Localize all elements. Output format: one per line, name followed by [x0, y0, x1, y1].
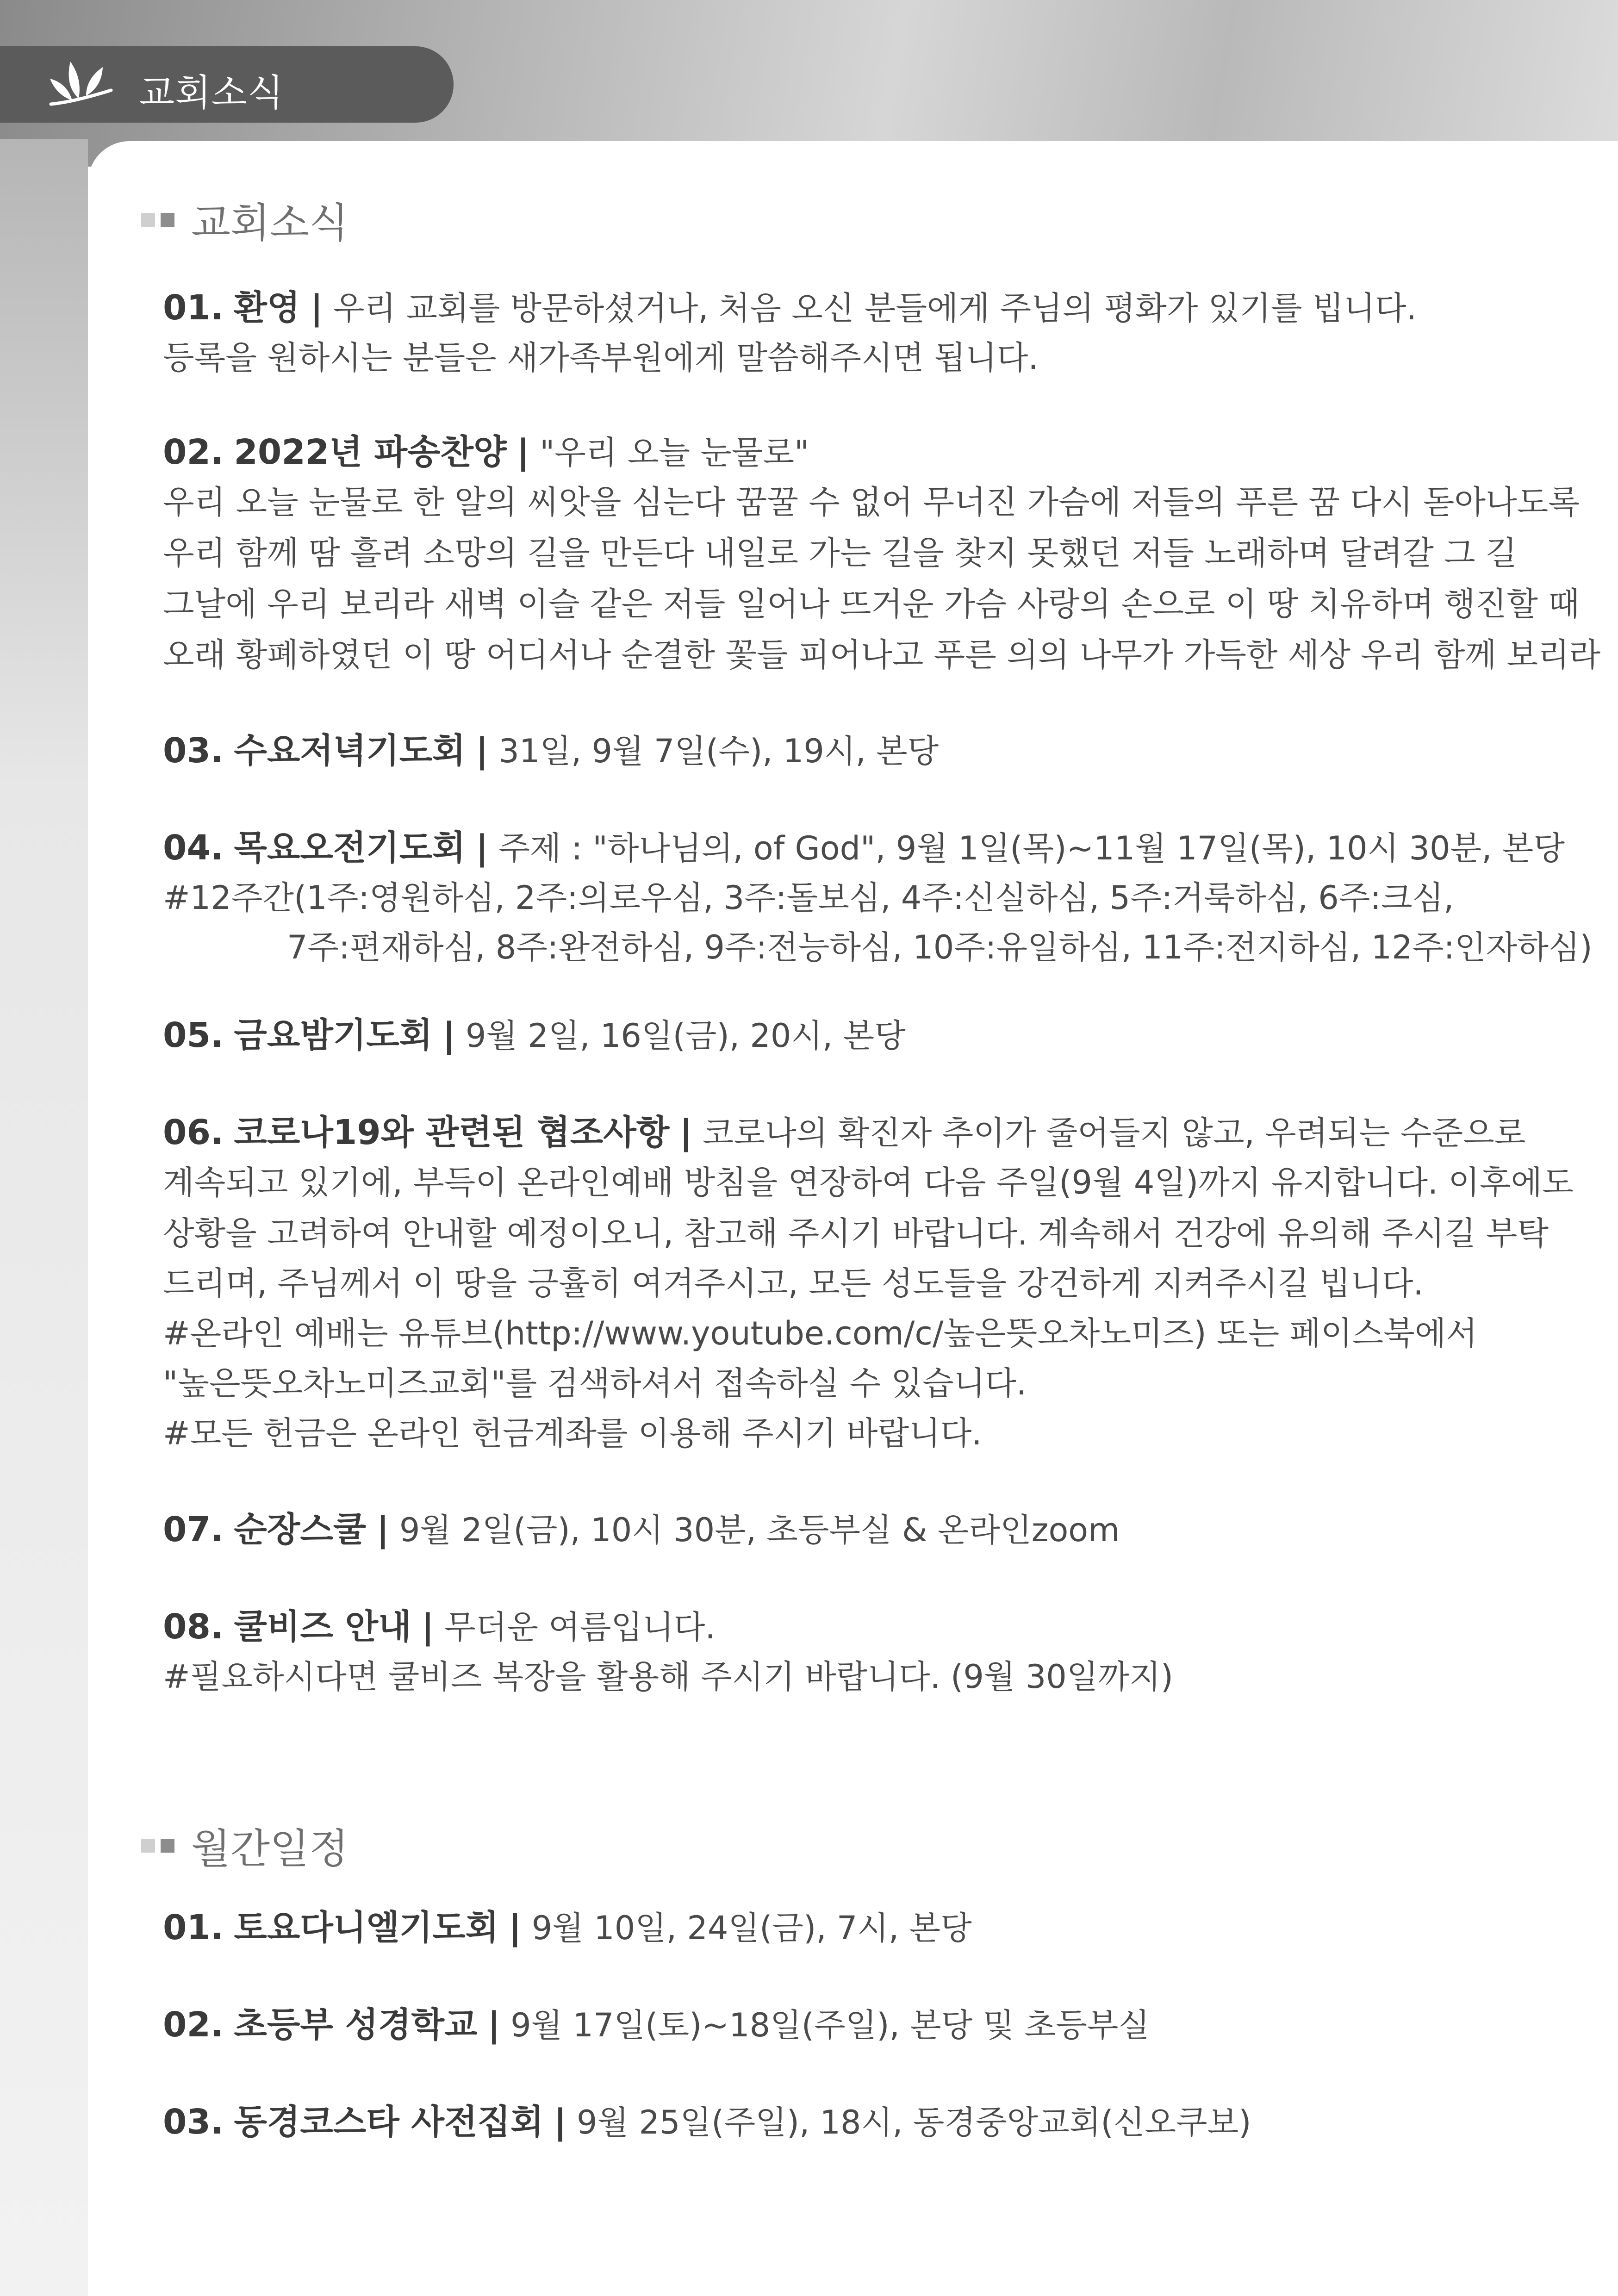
item-title: 목요오전기도회 — [234, 828, 466, 868]
item-line: #모든 헌금은 온라인 헌금계좌를 이용해 주시기 바랍니다. — [163, 1414, 982, 1452]
item-title: 2022년 파송찬양 — [234, 432, 507, 472]
item-title: 금요밤기도회 — [234, 1015, 433, 1055]
square-bullet-icon — [161, 213, 174, 227]
item-separator: | — [509, 1908, 522, 1948]
item-number: 04. — [163, 828, 224, 868]
item-title: 토요다니엘기도회 — [234, 1908, 499, 1948]
item-separator: | — [487, 2005, 500, 2045]
item-separator: | — [376, 1510, 389, 1549]
item-number: 02. — [163, 2005, 224, 2045]
item-line: 계속되고 있기에, 부득이 온라인예배 방침을 연장하여 다음 주일(9월 4일)까지 유지합니다. 이후에도 — [163, 1164, 1574, 1201]
item-text: 주제 : "하나님의, of God", 9월 1일(목)~11월 17일(목), 10시 30분, 본당 — [498, 829, 1565, 867]
item-number: 01. — [163, 288, 224, 328]
item-separator: | — [679, 1113, 692, 1152]
item-text: 9월 17일(토)~18일(주일), 본당 및 초등부실 — [510, 2006, 1150, 2044]
news-item-02 — [163, 432, 809, 472]
item-title: 동경코스타 사전집회 — [234, 2102, 544, 2142]
news-item-08 — [163, 1607, 716, 1647]
square-bullet-icon — [161, 1839, 174, 1853]
item-title: 초등부 성경학교 — [234, 2005, 478, 2045]
item-separator: | — [517, 432, 529, 472]
item-number: 03. — [163, 731, 224, 771]
item-line: #12주간(1주:영원하심, 2주:의로우심, 3주:돌보심, 4주:신실하심, 5주:거룩하심, 6주:크심, — [163, 879, 1454, 917]
news-item-05 — [163, 1015, 906, 1055]
section-title: 월간일정 — [191, 1825, 349, 1873]
item-number: 01. — [163, 1908, 224, 1948]
item-title: 쿨비즈 안내 — [234, 1607, 411, 1647]
news-item-04 — [163, 828, 1565, 868]
item-title: 코로나19와 관련된 협조사항 — [234, 1113, 670, 1152]
header-tab — [0, 46, 454, 123]
header-tab-title: 교회소식 — [139, 71, 284, 114]
item-text: 31일, 9월 7일(수), 19시, 본당 — [498, 732, 939, 770]
item-line: 상황을 고려하여 안내할 예정이오니, 참고해 주시기 바랍니다. 계속해서 건강에 유의해 주시길 부탁 — [163, 1214, 1549, 1252]
square-bullet-icon — [141, 1839, 155, 1853]
leaf-icon — [46, 58, 116, 111]
monthly-item-02 — [163, 2005, 1150, 2045]
left-margin-background — [0, 139, 88, 2296]
item-separator: | — [476, 731, 489, 771]
news-item-07 — [163, 1512, 1120, 1547]
item-line: 드리며, 주님께서 이 땅을 긍휼히 여겨주시고, 모든 성도들을 강건하게 지켜주시길 빕니다. — [163, 1264, 1424, 1302]
section-heading-news — [141, 191, 348, 249]
section-heading-monthly — [141, 1817, 348, 1875]
item-line: 우리 오늘 눈물로 한 알의 씨앗을 심는다 꿈꿀 수 없어 무너진 가슴에 저들의 푸른 꿈 다시 돋아나도록 — [163, 483, 1580, 521]
item-line: 7주:편재하심, 8주:완전하심, 9주:전능하심, 10주:유일하심, 11주:전지하심, 12주:인자하심) — [287, 928, 1593, 966]
item-line: 오래 황폐하였던 이 땅 어디서나 순결한 꽃들 피어나고 푸른 의의 나무가 가득한 세상 우리 함께 보리라 — [163, 636, 1601, 674]
item-separator: | — [554, 2102, 566, 2142]
item-line: 등록을 원하시는 분들은 새가족부원에게 말씀해주시면 됩니다. — [163, 339, 1039, 377]
item-line: #온라인 예배는 유튜브(http://www.youtube.com/c/높은뜻오차노미즈) 또는 페이스북에서 — [163, 1314, 1478, 1352]
item-text: 코로나의 확진자 추이가 줄어들지 않고, 우려되는 수준으로 — [702, 1114, 1526, 1152]
item-separator: | — [442, 1015, 455, 1055]
item-number: 07. — [163, 1510, 224, 1549]
item-title: 수요저녁기도회 — [234, 731, 466, 771]
item-text: "우리 오늘 눈물로" — [540, 434, 809, 472]
item-number: 08. — [163, 1607, 224, 1647]
item-line: 그날에 우리 보리라 새벽 이슬 같은 저들 일어나 뜨거운 가슴 사랑의 손으로 이 땅 치유하며 행진할 때 — [163, 585, 1580, 623]
item-separator: | — [476, 828, 489, 868]
item-text: 9월 2일, 16일(금), 20시, 본당 — [465, 1017, 906, 1055]
item-separator: | — [421, 1607, 434, 1647]
item-text: 9월 2일(금), 10시 30분, 초등부실 & 온라인zoom — [399, 1511, 1120, 1549]
monthly-item-03 — [163, 2102, 1251, 2142]
item-text: 9월 10일, 24일(금), 7시, 본당 — [531, 1909, 972, 1947]
item-separator: | — [310, 288, 323, 328]
item-text: 우리 교회를 방문하셨거나, 처음 오신 분들에게 주님의 평화가 있기를 빕니다. — [333, 289, 1417, 327]
section-title: 교회소식 — [191, 199, 349, 247]
item-number: 03. — [163, 2102, 224, 2142]
monthly-item-01 — [163, 1908, 972, 1948]
item-line: #필요하시다면 쿨비즈 복장을 활용해 주시기 바랍니다. (9월 30일까지) — [163, 1658, 1174, 1696]
item-line: "높은뜻오차노미즈교회"를 검색하셔서 접속하실 수 있습니다. — [163, 1364, 1027, 1402]
news-item-03 — [163, 731, 939, 771]
item-text: 9월 25일(주일), 18시, 동경중앙교회(신오쿠보) — [577, 2103, 1251, 2141]
item-number: 02. — [163, 432, 224, 472]
news-item-06 — [163, 1115, 1525, 1150]
item-number: 06. — [163, 1113, 224, 1152]
item-number: 05. — [163, 1015, 224, 1055]
item-text: 무더운 여름입니다. — [444, 1608, 716, 1646]
item-line: 우리 함께 땀 흘려 소망의 길을 만든다 내일로 가는 길을 찾지 못했던 저들 노래하며 달려갈 그 길 — [163, 534, 1517, 572]
item-title: 순장스쿨 — [234, 1510, 367, 1549]
square-bullet-icon — [141, 213, 155, 227]
item-title: 환영 — [234, 288, 300, 328]
news-item-01 — [163, 288, 1417, 328]
